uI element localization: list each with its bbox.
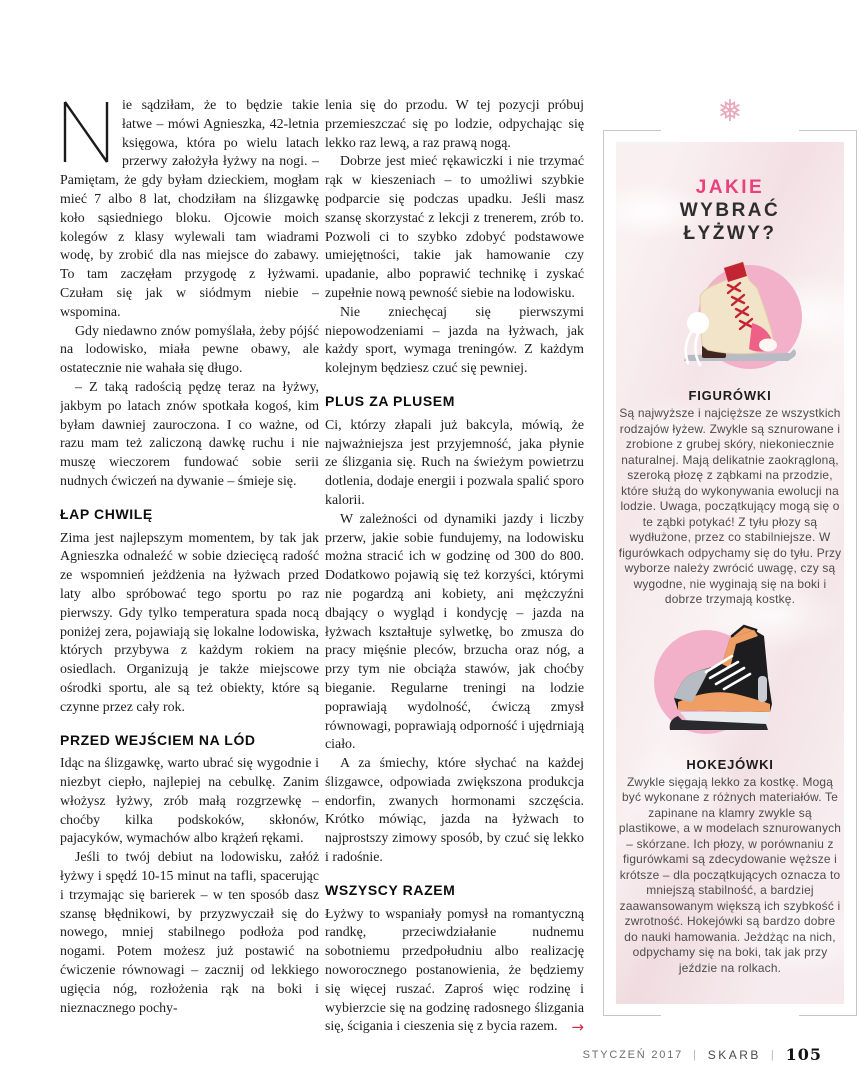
paragraph: W zależności od dynamiki jazdy i liczby przerw, jakie sobie fundujemy, na lodowisku można stracić ich w godzinę od 300 do 800. Dodatkowo pojawią się też korzyści, którymi nie pogardzą ani kobiety, ani mężczyźni dbający o wygląd i kondycję – jazda na łyżwach kształtuje sylwetkę, bo zmusza do pracy mięśnie pleców, brzucha oraz nóg, a przy tym nie obciąża stawów, jak choćby bieganie. Regularne treningi na lodzie poprawiają wydolność, ćwiczą zmysł równowagi, poprawiają odporność i ujędrniają ciało. bbox=[325, 511, 584, 753]
snowflake-icon: ❅ bbox=[717, 94, 743, 129]
paragraph: Zima jest najlepszym momentem, by tak jak Agnieszka odnaleźć w sobie dziecięcą radość ze wspomnień jeżdżenia na łyżwach przed laty albo spróbować tego sportu po raz pierwszy. Gdy tylko temperatura spada nocą poniżej zera, pojawiają się lokalne lodowiska, których przybywa z każdym rokiem na osiedlach. Organizują je także miejscowe ośrodki sportu, ale są też obiekty, które są czynne przez cały rok. bbox=[60, 530, 319, 715]
sidebar-title-accent: JAKIE bbox=[695, 177, 765, 198]
paragraph: Ci, którzy złapali już bakcyla, mówią, że najważniejsza jest przyjemność, jaka płynie ze ślizgania się. Ruch na świeżym powietrzu dotlenia, dodaje energii i pozwala spalić sporo kalorii. bbox=[325, 417, 584, 508]
section-heading: PLUS ZA PLUSEM bbox=[325, 392, 455, 409]
dropcap-letter-n-icon bbox=[60, 101, 112, 163]
hockey-skates-heading: HOKEJÓWKI bbox=[686, 756, 774, 772]
continuation-arrow-icon: → bbox=[571, 1018, 584, 1037]
paragraph: Nie zniechęcaj się pierwszymi niepowodzeniami – jazda na łyżwach, jak każdy sport, wymaga treningów. Z każdym kolejnym będziesz czuć się pewniej. bbox=[325, 304, 584, 377]
box-border-top-left bbox=[603, 130, 661, 131]
footer-issue: STYCZEŃ 2017 bbox=[582, 1048, 684, 1061]
paragraph bbox=[60, 97, 319, 323]
paragraph: Jeśli to twój debiut na lodowisku, załóż łyżwy i spędź 10-15 minut na tafli, spacerując i trzymając się barierek – w ten sposób dasz szansę błędnikowi, by przyzwyczaił się do nowego, mniej stabilnego podłoża pod nogami. Potem możesz już postawić na ćwiczenie równowagi – zacznij od lekkiego ugięcia nóg, rozłożenia rąk na boki i nieznacznego pochy- bbox=[60, 850, 319, 1016]
footer-separator: | bbox=[770, 1048, 776, 1061]
paragraph: Gdy niedawno znów pomyślała, żeby pójść na lodowisko, miała pewne obawy, ale ostatecznie nie wahała się długo. bbox=[60, 323, 319, 377]
sidebar-box bbox=[603, 130, 857, 1016]
section-heading: ŁAP CHWILĘ bbox=[60, 505, 153, 522]
article-column-2 bbox=[325, 97, 584, 1045]
figure-skate-illustration bbox=[640, 253, 820, 385]
sidebar-panel bbox=[616, 142, 844, 1004]
sidebar-skate-guide bbox=[603, 96, 857, 1016]
box-border-top-right bbox=[799, 130, 857, 131]
figure-skates-heading: FIGURÓWKI bbox=[688, 388, 772, 403]
box-border-right bbox=[856, 130, 857, 1016]
sidebar-title-line2: ŁYŻWY? bbox=[683, 223, 777, 244]
hockey-skate-illustration bbox=[640, 616, 820, 754]
paragraph: Dobrze jest mieć rękawiczki i nie trzymać rąk w kieszeniach – to umożliwi szybkie podparcie się podczas upadku. Jeśli masz szansę skorzystać z lekcji z trenerem, zrób to. Pozwoli ci to szybko zdobyć podstawowe umiejętności, takie jak hamowanie czy upadanie, albo poprawić technikę i zyskać zupełnie nową pewność siebie na lodowisku. bbox=[325, 154, 584, 301]
paragraph bbox=[325, 906, 584, 1038]
hockey-skates-text: Zwykle sięgają lekko za kostkę. Mogą być wykonane z różnych materiałów. Te zapinane na klamry zwykle są plastikowe, a w modelach sznurowanych – skórzane. Ich płozy, w porównaniu z figurówkami są zdecydowanie węższe i krótsze – dla początkujących oznacza to mniejszą stabilność, a bardziej zaawansowanym większą ich szybkość i zwrotność. Hokejówki są bardzo dobre do nauki hamowania. Jeżdżąc na nich, odpychamy się na boki, tak jak przy jeździe na rolkach. bbox=[618, 774, 842, 975]
paragraph: lenia się do przodu. W tej pozycji próbuj przemieszczać się po lodzie, odpychając się lekko raz lewą, a raz prawą nogą. bbox=[325, 98, 584, 151]
paragraph: A za śmiechy, które słychać na każdej ślizgawce, odpowiada zwiększona produkcja endorfin, zwanych hormonami szczęścia. Krótko mówiąc, jazda na łyżwach to najprostszy zimowy sposób, by czuć się lekko i radośnie. bbox=[325, 756, 584, 866]
paragraph-text: Łyżwy to wspaniały pomysł na romantyczną randkę, przeciwdziałanie nudnemu sobotniemu przedpołudniu albo realizację noworocznego postanowienia, że będziemy się więcej ruszać. Zaproś więc rodzinę i wybierzcie się na godzinę radosnego ślizgania się, ścigania i cieszenia się z bycia razem. bbox=[325, 906, 584, 1035]
page-footer bbox=[583, 1045, 822, 1064]
box-border-bottom-right bbox=[799, 1015, 857, 1016]
paragraph: Idąc na ślizgawkę, warto ubrać się wygodnie i niezbyt ciepło, najlepiej na cebulkę. Zanim włożysz łyżwy, zrób małą rozgrzewkę – choćby kilka podskoków, skłonów, pajacyków, wymachów albo krążeń rękami. bbox=[60, 756, 319, 847]
box-border-bottom-left bbox=[603, 1015, 661, 1016]
paragraph: – Z taką radością pędzę teraz na łyżwy, jakbym po latach znów spotkała kogoś, kim byłam dawniej zauroczona. I co ważne, od razu mam też zaliczoną dawkę ruchu i nie muszę wieczorem fundować sobie serii nudnych ćwiczeń na dywanie – śmieje się. bbox=[60, 379, 319, 489]
box-border-left bbox=[603, 130, 604, 1016]
section-heading: PRZED WEJŚCIEM NA LÓD bbox=[60, 731, 256, 748]
paragraph-text: ie sądziłam, że to będzie takie łatwe – mówi Agnieszka, 42-letnia księgowa, która po wielu latach przerwy założyła łyżwy na nogi. – Pamiętam, że gdy byłam dzieckiem, mogłam mieć 7 albo 8 lat, chodziłam na ślizgawkę koło sąsiedniego bloku. Ojcowie moich kolegów z klasy wylewali tam wiadrami wodę, by zrobić dla nas miejsce do zabawy. To tam zaczęłam przygodę z łyżwami. Czułam się jak w siódmym niebie – wspomina. bbox=[60, 98, 319, 320]
sidebar-title-line1: WYBRAĆ bbox=[679, 200, 781, 221]
footer-magazine-name: SKARB bbox=[707, 1047, 761, 1062]
sidebar-title bbox=[616, 176, 844, 245]
page-number: 105 bbox=[785, 1045, 822, 1064]
section-heading: WSZYSCY RAZEM bbox=[325, 881, 456, 898]
article-column-1 bbox=[60, 97, 319, 1045]
footer-separator: | bbox=[693, 1048, 698, 1061]
figure-skates-text: Są najwyższe i najcięższe ze wszystkich rodzajów łyżew. Zwykle są sznurowane i zrobione z grubej skóry, niekoniecznie naturalnej. Mają delikatnie zaokrągloną, szeroką płozę z ząbkami na przodzie, które służą do wykonywania ewolucji na lodzie. Uwaga, początkujący mogą się o te ząbki potykać! Z tyłu płozy są wydłużone, przez co stabilniejsze. W figurówkach odpychamy się do tyłu. Przy wyborze należy zwrócić uwagę, czy są wygodne, nie wyginają się na boki i dobrze trzymają kostkę. bbox=[618, 406, 842, 606]
